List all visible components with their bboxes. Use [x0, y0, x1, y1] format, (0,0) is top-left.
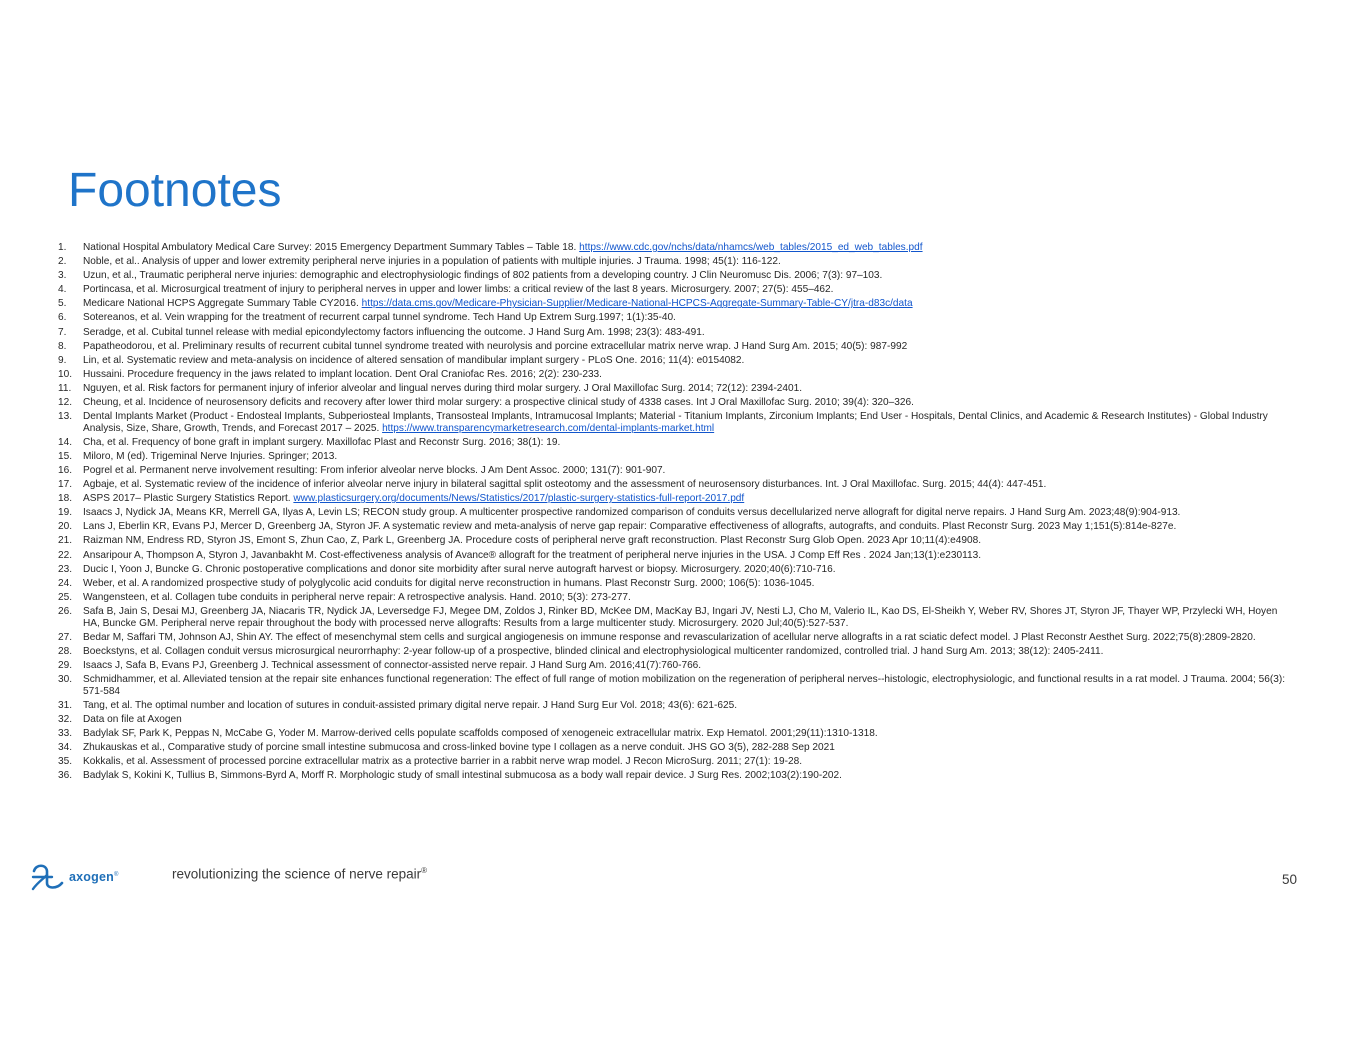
- footnote-text: [83, 606, 1288, 629]
- footnote-number: 16.: [58, 465, 73, 476]
- footnote-number: 31.: [58, 699, 73, 711]
- footnote-item: [58, 535, 1288, 547]
- footnote-item: [58, 411, 1288, 434]
- footnote-number: 6.: [58, 312, 67, 324]
- footnote-number: 9.: [58, 354, 67, 366]
- footnote-text: [83, 728, 1288, 740]
- footnote-number: 4.: [58, 284, 67, 296]
- citation-text: Schmidhammer, et al. Alleviated tension at the repair site enhances functional regeneration: The effect of full range of motion mobilization on the regeneration of peripheral nerves--histologic, electrophysiologic, and functional results in a rat model. J Trauma. 2004; 56(3): 571-584: [83, 673, 1286, 697]
- tagline: revolutionizing the science of nerve repair®: [172, 866, 428, 882]
- footnote-item: [58, 312, 1288, 324]
- footnote-item: [58, 369, 1288, 381]
- citation-text: Raizman NM, Endress RD, Styron JS, Emont S, Zhun Cao, Z, Park L, Greenberg JA. Procedure costs of peripheral nerve graft reconstruction. Plast Reconstr Surg Glob Open. 2023 Apr 10;11(4):e4908.: [83, 535, 982, 547]
- citation-link[interactable]: https://www.cdc.gov/nchs/data/nhamcs/web_tables/2015_ed_web_tables.pdf: [579, 242, 923, 253]
- citation-text: Miloro, M (ed). Trigeminal Nerve Injuries. Springer; 2013.: [83, 450, 338, 462]
- footnote-number: 35.: [58, 755, 73, 767]
- footnote-text: [83, 564, 1288, 576]
- footnote-text: [83, 270, 1288, 282]
- citation-text: Data on file at Axogen: [83, 713, 182, 725]
- footnote-number: 21.: [58, 535, 73, 547]
- footnote-number: 10.: [58, 368, 73, 380]
- footnote-number: 29.: [58, 659, 73, 671]
- citation-text: Cha, et al. Frequency of bone graft in implant surgery. Maxillofac Plast and Reconstr Surg. 2016; 38(1): 19.: [83, 436, 561, 448]
- footnote-text: [83, 341, 1288, 353]
- footnote-item: [58, 521, 1288, 533]
- citation-link[interactable]: https://data.cms.gov/Medicare-Physician-Supplier/Medicare-National-HCPCS-Aggregate-Summary-Table-CY/jtra-d83c/data: [361, 298, 913, 310]
- citation-text: Portincasa, et al. Microsurgical treatment of injury to peripheral nerves in upper and lower limbs: a critical review of the last 8 years. Microsurgery. 2007; 27(5): 455–462.: [83, 284, 834, 296]
- footnote-item: [58, 742, 1288, 754]
- footnote-text: [83, 369, 1288, 381]
- footnote-text: [83, 465, 1288, 477]
- footnote-item: [58, 578, 1288, 590]
- citation-text: Pogrel et al. Permanent nerve involvement resulting: From inferior alveolar nerve blocks. J Am Dent Assoc. 2000; 131(7): 901-907.: [83, 465, 666, 476]
- page-number: 50: [1281, 872, 1297, 887]
- footnote-number: 2.: [58, 256, 67, 268]
- footnote-text: [83, 493, 1288, 505]
- footnote-item: [58, 606, 1288, 629]
- footnote-text: [83, 700, 1288, 712]
- citation-text: Dental Implants Market (Product - Endosteal Implants, Subperiosteal Implants, Transosteal Implants, Intramucosal Implants; Material - Titanium Implants, Zirconium Implants; End User - Hospitals, Dental Clinics, and Academic & Research Institutes) - Global Industry Analysis, Size, Share, Growth, Trends, and Forecast 2017 – 2025.: [83, 411, 1268, 434]
- citation-text: National Hospital Ambulatory Medical Care Survey: 2015 Emergency Department Summary Tables – Table 18.: [83, 242, 577, 253]
- citation-text: Lans J, Eberlin KR, Evans PJ, Mercer D, Greenberg JA, Styron JF. A systematic review and meta-analysis of nerve gap repair: Comparative effectiveness of allografts, autografts, and conduits. Plast Reconstr Surg. 2023 May 1;151(5):814e-827e.: [83, 521, 1177, 533]
- footnote-number: 25.: [58, 591, 73, 603]
- citation-text: Isaacs J, Nydick JA, Means KR, Merrell GA, Ilyas A, Levin LS; RECON study group. A multicenter prospective randomized comparison of conduits versus decellularized nerve allograft for digital nerve repairs. J Hand Surg Am. 2023;48(9):904-913.: [83, 507, 1181, 519]
- footnote-text: [83, 298, 1288, 310]
- registered-mark: ®: [421, 866, 428, 875]
- footnote-text: [83, 507, 1288, 519]
- footnote-item: [58, 564, 1288, 576]
- footnote-number: 27.: [58, 631, 73, 643]
- footnote-text: [83, 632, 1288, 644]
- citation-text: Lin, et al. Systematic review and meta-analysis on incidence of altered sensation of mandibular implant surgery - PLoS One. 2016; 11(4): e0154082.: [83, 354, 745, 366]
- citation-text: Tang, et al. The optimal number and location of sutures in conduit-assisted primary digital nerve repair. J Hand Surg Eur Vol. 2018; 43(6): 621-625.: [83, 699, 738, 711]
- footnote-text: [83, 674, 1288, 697]
- citation-text: Nguyen, et al. Risk factors for permanent injury of inferior alveolar and lingual nerves during third molar surgery. J Oral Maxillofac Surg. 2014; 72(12): 2394-2401.: [83, 382, 803, 394]
- footnote-item: [58, 632, 1288, 644]
- citation-text: Boeckstyns, et al. Collagen conduit versus microsurgical neurorrhaphy: 2-year follow-up of a prospective, blinded clinical and electrophysiological multicenter randomized, controlled trial. J hand Surg Am. 2013; 38(12): 2405-2411.: [83, 645, 1104, 657]
- footnote-number: 8.: [58, 340, 67, 352]
- footnote-item: [58, 465, 1288, 477]
- footnote-number: 19.: [58, 507, 73, 519]
- citation-text: Wangensteen, et al. Collagen tube conduits in peripheral nerve repair: A retrospective analysis. Hand. 2010; 5(3): 273-277.: [83, 591, 631, 603]
- footnote-text: [83, 660, 1288, 672]
- citation-text: Sotereanos, et al. Vein wrapping for the treatment of recurrent carpal tunnel syndrome. Tech Hand Up Extrem Surg.1997; 1(1):35-40.: [83, 312, 676, 324]
- citation-text: Agbaje, et al. Systematic review of the incidence of inferior alveolar nerve injury in bilateral sagittal split osteotomy and the assessment of neurosensory disturbances. Int. J Oral Maxillofac. Surg. 2015; 44(4): 447-451.: [83, 479, 1047, 491]
- citation-text: Safa B, Jain S, Desai MJ, Greenberg JA, Niacaris TR, Nydick JA, Leversedge FJ, Megee DM, Zoldos J, Rinker BD, McKee DM, MacKay BJ, Ingari JV, Nesti LJ, Cho M, Valerio IL, Kao DS, El-Sheikh Y, Weber RV, Shores JT, Styron JF, Thayer WP, Przylecki WH, Hoyen HA, Buncke GM. Peripheral nerve repair throughout the body with processed nerve allografts: Results from a large multicenter study. Microsurgery. 2020 Jul;40(5):527-537.: [83, 605, 1278, 629]
- footnote-text: [83, 550, 1288, 562]
- footnote-text: [83, 646, 1288, 658]
- footnote-item: [58, 355, 1288, 367]
- footnote-item: [58, 327, 1288, 339]
- footnote-text: [83, 535, 1288, 547]
- footnote-number: 1.: [58, 242, 67, 253]
- footnote-number: 14.: [58, 436, 73, 448]
- footnote-text: [83, 327, 1288, 339]
- citation-text: Badylak SF, Park K, Peppas N, McCabe G, Yoder M. Marrow-derived cells populate scaffolds composed of xenogeneic extracellular matrix. Exp Hematol. 2001;29(11):1310-1318.: [83, 727, 878, 739]
- footnote-text: [83, 521, 1288, 533]
- footnote-number: 5.: [58, 298, 67, 310]
- footnote-text: [83, 756, 1288, 768]
- footnote-item: [58, 728, 1288, 740]
- footnote-item: [58, 550, 1288, 562]
- footnote-number: 28.: [58, 645, 73, 657]
- footnote-item: [58, 270, 1288, 282]
- footnote-number: 23.: [58, 563, 73, 575]
- footnote-item: [58, 397, 1288, 409]
- footnote-number: 18.: [58, 493, 73, 505]
- footnote-number: 20.: [58, 521, 73, 533]
- footnote-number: 3.: [58, 270, 67, 282]
- footnote-item: [58, 770, 1288, 782]
- footnote-item: [58, 383, 1288, 395]
- footnote-text: [83, 742, 1288, 754]
- footnote-number: 34.: [58, 741, 73, 753]
- citation-text: ASPS 2017– Plastic Surgery Statistics Report.: [83, 493, 291, 505]
- footnote-item: [58, 341, 1288, 353]
- footnote-item: [58, 242, 1288, 254]
- footnote-number: 26.: [58, 605, 73, 617]
- citation-text: Kokkalis, et al. Assessment of processed porcine extracellular matrix as a protective barrier in a rabbit nerve wrap model. J Recon MicroSurg. 2011; 27(1): 19-28.: [83, 755, 803, 767]
- footnote-item: [58, 256, 1288, 268]
- footnote-text: [83, 383, 1288, 395]
- footnote-item: [58, 479, 1288, 491]
- footnote-number: 22.: [58, 549, 73, 561]
- footnote-number: 30.: [58, 673, 73, 685]
- footnote-number: 11.: [58, 382, 72, 394]
- footnote-number: 32.: [58, 713, 73, 725]
- footnote-text: [83, 284, 1288, 296]
- footnote-item: [58, 507, 1288, 519]
- footnote-number: 12.: [58, 397, 73, 409]
- footnote-text: [83, 397, 1288, 409]
- footnote-text: [83, 770, 1288, 782]
- citation-text: Noble, et al.. Analysis of upper and lower extremity peripheral nerve injuries in a population of patients with multiple injuries. J Trauma. 1998; 45(1): 116-122.: [83, 256, 781, 268]
- citation-text: Papatheodorou, et al. Preliminary results of recurrent cubital tunnel syndrome treated with neurolysis and porcine extracellular matrix nerve wrap. J Hand Surg Am. 2015; 40(5): 987-992: [83, 340, 908, 352]
- citation-text: Cheung, et al. Incidence of neurosensory deficits and recovery after lower third molar surgery: a prospective clinical study of 4338 cases. Int J Oral Maxillofac Surg. 2010; 39(4): 320–326.: [83, 397, 914, 409]
- footnote-item: [58, 592, 1288, 604]
- footnote-text: [83, 242, 1288, 254]
- citation-text: Zhukauskas et al., Comparative study of porcine small intestine submucosa and cross-linked bovine type I collagen as a nerve conduit. JHS GO 3(5), 282-288 Sep 2021: [83, 741, 835, 753]
- citation-text: Weber, et al. A randomized prospective study of polyglycolic acid conduits for digital nerve reconstruction in humans. Plast Reconstr Surg. 2000; 106(5): 1036-1045.: [83, 577, 815, 589]
- footnotes-list: [58, 242, 1288, 784]
- axogen-logo: [30, 861, 119, 893]
- footnote-text: [83, 355, 1288, 367]
- footnote-text: [83, 256, 1288, 268]
- footnote-item: [58, 451, 1288, 463]
- footnote-item: [58, 298, 1288, 310]
- footnote-item: [58, 714, 1288, 726]
- citation-link[interactable]: www.plasticsurgery.org/documents/News/Statistics/2017/plastic-surgery-statistics-full-report-2017.pdf: [293, 493, 745, 505]
- footnote-number: 7.: [58, 326, 67, 338]
- footnote-text: [83, 411, 1288, 434]
- axogen-logo-icon: [30, 861, 66, 893]
- citation-text: Hussaini. Procedure frequency in the jaws related to implant location. Dent Oral Craniofac Res. 2016; 2(2): 230-233.: [83, 368, 602, 380]
- brand-name: axogen®: [69, 870, 119, 884]
- footnote-item: [58, 700, 1288, 712]
- citation-text: Uzun, et al., Traumatic peripheral nerve injuries: demographic and electrophysiologic findings of 802 patients from a developing country. J Clin Neuromusc Dis. 2006; 7(3): 97–103.: [83, 270, 883, 282]
- footnote-number: 15.: [58, 450, 73, 462]
- footnote-text: [83, 479, 1288, 491]
- citation-text: Medicare National HCPS Aggregate Summary Table CY2016.: [83, 298, 359, 310]
- citation-text: Ducic I, Yoon J, Buncke G. Chronic postoperative complications and donor site morbidity after sural nerve autograft harvest or biopsy. Microsurgery. 2020;40(6):710-716.: [83, 563, 836, 575]
- footnote-number: 33.: [58, 727, 73, 739]
- footnote-number: 24.: [58, 577, 73, 589]
- footnote-text: [83, 312, 1288, 324]
- footnote-item: [58, 674, 1288, 697]
- footnote-number: 13.: [58, 411, 73, 423]
- footnote-item: [58, 756, 1288, 768]
- footnote-item: [58, 284, 1288, 296]
- footnote-text: [83, 451, 1288, 463]
- footnote-item: [58, 437, 1288, 449]
- citation-text: Ansaripour A, Thompson A, Styron J, Javanbakht M. Cost-effectiveness analysis of Avance® allograft for the treatment of peripheral nerve injuries in the USA. J Comp Eff Res . 2024 Jan;13(1):e230113.: [83, 549, 982, 561]
- footnote-number: 17.: [58, 479, 73, 491]
- citation-text: Isaacs J, Safa B, Evans PJ, Greenberg J. Technical assessment of connector-assisted nerve repair. J Hand Surg Am. 2016;41(7):760-766.: [83, 659, 702, 671]
- footnote-item: [58, 646, 1288, 658]
- footnote-item: [58, 493, 1288, 505]
- footnote-text: [83, 578, 1288, 590]
- footnote-text: [83, 592, 1288, 604]
- footnote-text: [83, 437, 1288, 449]
- footnote-text: [83, 714, 1288, 726]
- citation-text: Seradge, et al. Cubital tunnel release with medial epicondylectomy factors influencing the outcome. J Hand Surg Am. 1998; 23(3): 483-491.: [83, 326, 705, 338]
- citation-text: Bedar M, Saffari TM, Johnson AJ, Shin AY. The effect of mesenchymal stem cells and surgical angiogenesis on immune response and revascularization of acellular nerve allografts in a rat sciatic defect model. J Plast Reconstr Aesthet Surg. 2022;75(8):2809-2820.: [83, 631, 1256, 643]
- footnote-item: [58, 660, 1288, 672]
- page-title: Footnotes: [68, 164, 282, 217]
- citation-text: Badylak S, Kokini K, Tullius B, Simmons-Byrd A, Morff R. Morphologic study of small intestinal submucosa as a body wall repair device. J Surg Res. 2002;103(2):190-202.: [83, 770, 842, 782]
- citation-link[interactable]: https://www.transparencymarketresearch.com/dental-implants-market.html: [382, 422, 715, 434]
- footnote-number: 36.: [58, 770, 73, 782]
